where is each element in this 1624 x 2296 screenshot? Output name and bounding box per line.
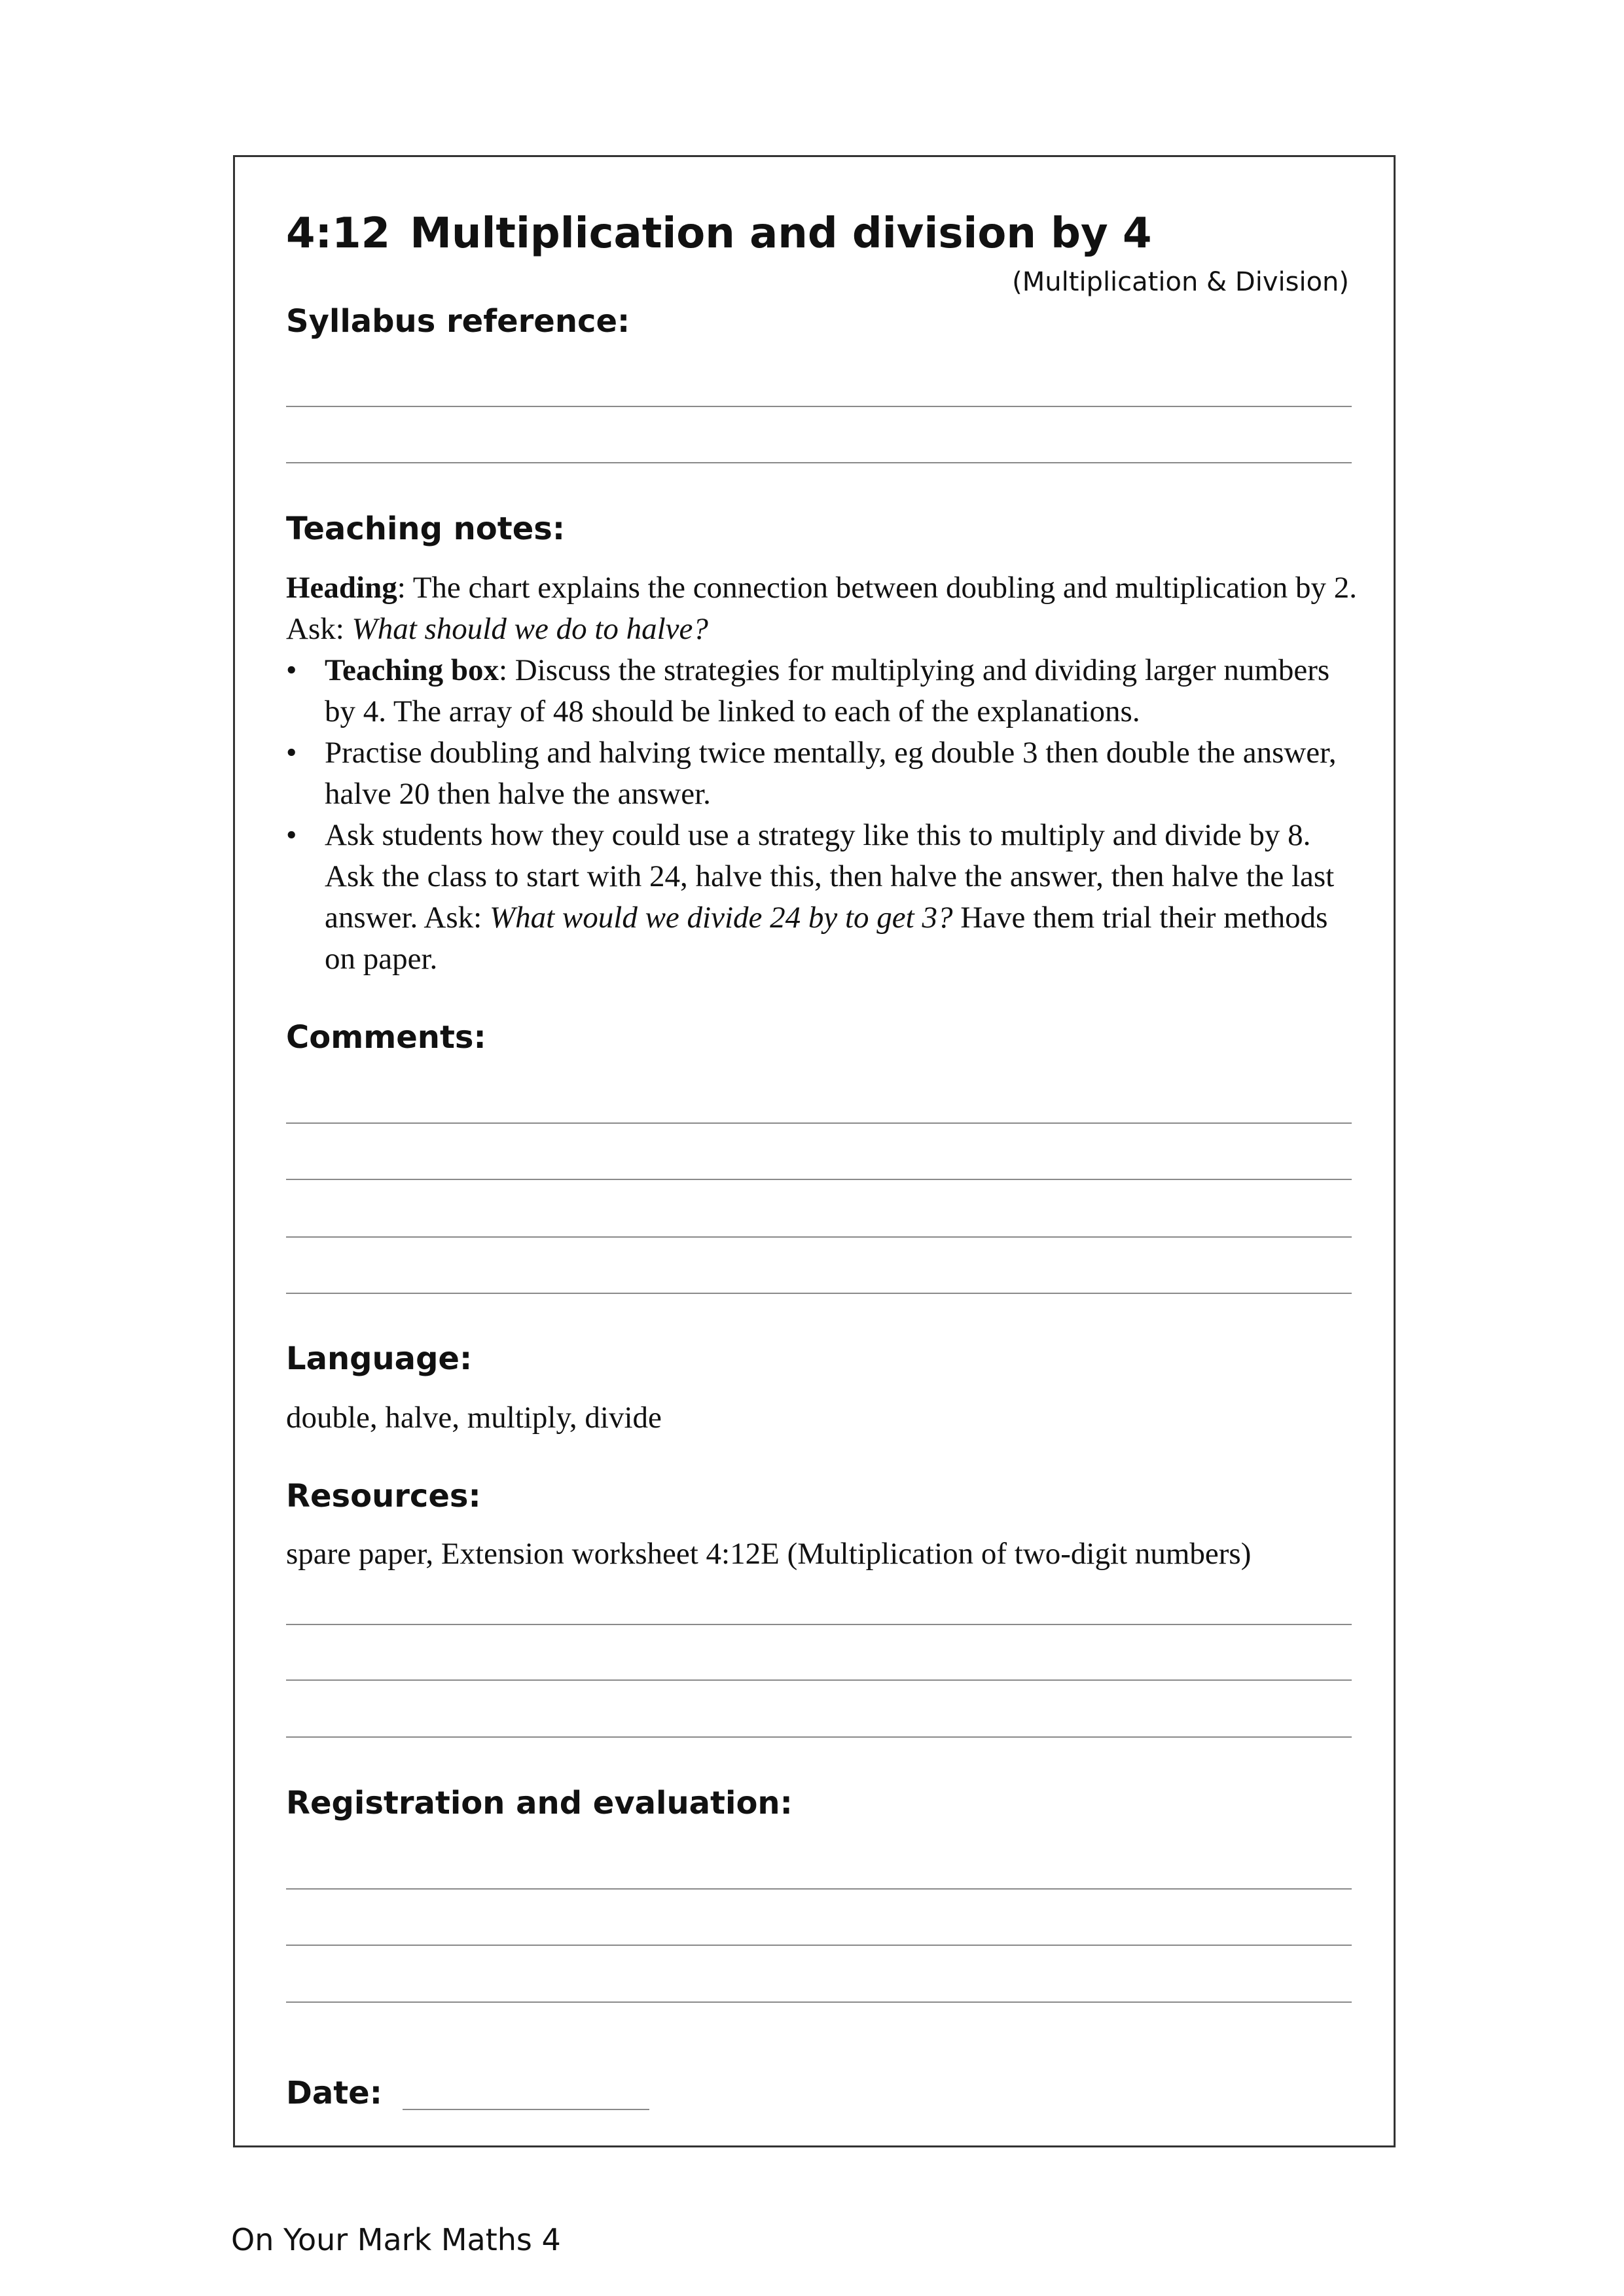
list-item — [286, 732, 1360, 815]
list-item — [286, 650, 1360, 732]
writing-line — [286, 1624, 1352, 1625]
teaching-notes-heading: Teaching notes: — [286, 511, 566, 547]
heading-note-bold: Heading — [286, 571, 397, 605]
page-footer: On Your Mark Maths 4 — [231, 2222, 561, 2257]
strand-label: (Multiplication & Division) — [1012, 267, 1349, 297]
writing-line — [286, 1736, 1352, 1738]
writing-line — [286, 2001, 1352, 2003]
list-item-question: What would we divide 24 by to get 3? — [489, 901, 953, 935]
teaching-notes-body — [286, 567, 1360, 980]
writing-line — [286, 406, 1352, 407]
writing-line — [286, 1293, 1352, 1294]
language-text: double, halve, multiply, divide — [286, 1401, 662, 1435]
bullet-icon: • — [286, 736, 297, 770]
writing-line — [286, 1945, 1352, 1946]
comments-heading: Comments: — [286, 1019, 486, 1056]
list-item-text: Ask students how they could use a strategy like this to multiply and divide by 8. Ask the class to start with 24, halve this, then halve the answer, then halve the last answer. Ask: — [325, 818, 1335, 935]
list-item-text: : Discuss the strategies for multiplying and dividing larger numbers by 4. The array of 48 should be linked to each of the explanations. — [325, 653, 1330, 728]
teaching-box-bold: Teaching box — [325, 653, 499, 687]
bullet-icon: • — [286, 653, 297, 687]
list-item-text: Practise doubling and halving twice mentally, eg double 3 then double the answer, halve 20 then halve the answer. — [325, 736, 1337, 811]
writing-line — [286, 1888, 1352, 1890]
lesson-number: 4:12 — [286, 209, 391, 258]
writing-line — [286, 1122, 1352, 1124]
writing-line — [286, 1679, 1352, 1681]
writing-line — [286, 462, 1352, 463]
list-item — [286, 815, 1360, 980]
resources-heading: Resources: — [286, 1478, 481, 1515]
writing-line — [286, 1179, 1352, 1180]
resources-text: spare paper, Extension worksheet 4:12E (Multiplication of two-digit numbers) — [286, 1537, 1252, 1571]
writing-line — [286, 1236, 1352, 1238]
registration-heading: Registration and evaluation: — [286, 1785, 793, 1821]
heading-note-question: What should we do to halve? — [352, 612, 708, 646]
list-item-text: Have them trial their methods on paper. — [325, 901, 1328, 976]
syllabus-heading: Syllabus reference: — [286, 303, 630, 340]
bullet-icon: • — [286, 818, 297, 852]
teaching-notes-list — [286, 650, 1360, 980]
page-border — [233, 155, 1396, 2147]
date-label: Date: — [286, 2075, 382, 2111]
lesson-title-text: Multiplication and division by 4 — [410, 209, 1152, 258]
language-heading: Language: — [286, 1340, 473, 1377]
heading-note-text: : The chart explains the connection between doubling and multiplication by 2. Ask: — [286, 571, 1357, 646]
lesson-title — [286, 209, 1152, 258]
date-field-line — [403, 2109, 649, 2110]
heading-note — [286, 567, 1360, 650]
